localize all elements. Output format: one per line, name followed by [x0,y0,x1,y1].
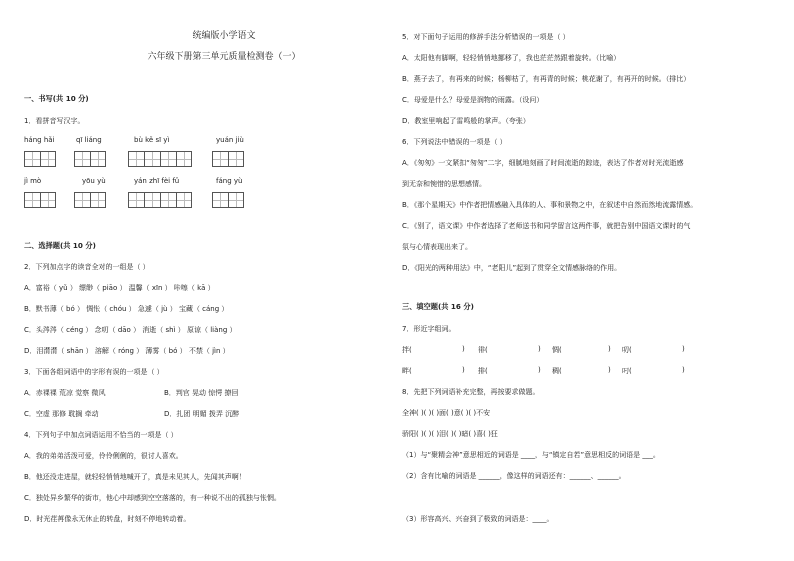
option-b: B．《那个星期天》中作者把情感融入具体的人、事和景物之中，在叙述中自然而然地流露情感。 [402,201,698,209]
option-a: A．《匆匆》一文紧扣“匆匆”二字，细腻地刻画了时间流逝的踪迹，表达了作者对时光流逝感 [402,159,684,167]
question-text: 5．对下面句子运用的修辞手法分析错误的一项是（ ） [402,33,570,41]
option-a-cont: 到无奈和惋惜的思想感情。 [402,180,486,188]
section-heading: 一、书写(共 10 分) [24,94,89,103]
option-d: D．《阳光的两种用法》中，“老阳儿”起到了贯穿全文情感脉络的作用。 [402,264,622,272]
option-d: D．泪潸潸（ shān ） 溶解（ róng ） 薄雾（ bó ） 不禁（ jìn ） [24,347,230,355]
fill-blank: ) [608,345,611,353]
option-b: B．默书薄（ bó ） 惆怅（ chóu ） 急遽（ jù ） 宝藏（ cáng ） [24,305,229,313]
fill-blank: 叨( [622,346,632,354]
pinyin-label: jì mò [24,177,42,185]
option-a: A．我的弟弟活泼可爱，伶伶俐俐的，很讨人喜欢。 [24,452,183,460]
fill-blank: ) [538,345,541,353]
pinyin-label: bù kě sī yì [134,136,170,144]
writing-grid[interactable] [74,192,106,208]
fill-blank: ) [538,366,541,374]
question-text: 6．下列说法中错误的一项是（ ） [402,138,507,146]
section-heading: 三、填空题(共 16 分) [402,302,474,311]
question-text: 4．下列句子中加点词语运用不恰当的一项是（ ） [24,431,178,439]
fill-blank: 徘( [478,346,488,354]
question-text: 7．形近字组词。 [402,325,456,333]
fill-blank: ) [462,366,465,374]
pinyin-label: fánɡ yù [216,177,243,185]
question-text: 3．下面各组词语中的字形有误的一项是（ ） [24,368,164,376]
option-d: D．时光荏苒像永无休止的转盘，时刻不停地转动着。 [24,515,191,523]
page-subtitle: 六年级下册第三单元质量检测卷（一） [147,52,301,62]
option-c: C．空虚 那修 耽搁 牵动 [24,410,99,418]
fill-blank: 稠( [552,367,562,375]
writing-grid[interactable] [128,151,192,167]
option-d: D．教室里响起了雷鸣般的掌声。（夸张） [402,117,530,125]
fill-blank: ) [682,366,685,374]
writing-grid[interactable] [74,151,106,167]
pinyin-label: yōu yù [82,177,106,185]
option-c: C．头涔涔（ céng ） 念叨（ dāo ） 消逝（ shì ） 原谅（ liàng ） [24,326,237,334]
writing-grid[interactable] [24,192,56,208]
pinyin-label: yán zhī fèi fǔ [134,177,180,185]
page-title: 统编版小学语文 [192,31,256,41]
section-heading: 二、选择题(共 10 分) [24,241,96,250]
option-c-cont: 氛与心情表现出来了。 [402,243,472,251]
option-c: C．母爱是什么？母爱是润物的雨露。（设问） [402,96,544,104]
option-c: C．独处异乡繁华的街市，他心中却感到空空落落的，有一种说不出的孤独与怅惘。 [24,494,281,502]
fill-blank: 排( [478,367,488,375]
option-c: C．《别了，语文课》中作者选择了老师送书和同学留言这两件事，就把告别中国语文课时的气 [402,222,691,230]
fill-blank: ) [608,366,611,374]
fill-blank: 叼( [622,367,632,375]
fill-blank: 畔( [402,367,412,375]
writing-grid[interactable] [212,151,244,167]
option-b: B．他还没走进屋，就轻轻悄悄地喊开了，真是未见其人，先闻其声啊！ [24,473,246,481]
fill-blank: ) [682,345,685,353]
writing-grid[interactable] [24,151,56,167]
pinyin-label: yuán jiù [216,136,244,144]
sub-question: （1）与“聚精会神”意思相近的词语是 ____，与“镇定自若”意思相反的词语是 ___。 [402,451,660,459]
fill-blank: 惆( [552,346,562,354]
pinyin-label: hánɡ hǎi [24,136,55,144]
writing-grid[interactable] [128,192,192,208]
sub-question: （2）含有比喻的词语是 ______，像这样的词语还有：______、______。 [402,472,626,480]
fill-blank: 骄阳( )( )( )泪( )( )暗( )喜( )狂 [402,430,498,438]
option-b: B．判官 晃动 惊愕 撩回 [164,389,239,397]
option-a: A．富裕（ yǔ ） 缥缈（ piāo ） 温馨（ xīn ） 咔嚓（ kā ） [24,284,215,292]
question-text: 2．下列加点字的读音全对的一组是（ ） [24,263,150,271]
option-b: B．燕子去了，有再来的时候；杨柳枯了，有再青的时候；桃花谢了，有再开的时候。（排比） [402,75,691,83]
sub-question: （3）形容高兴、兴奋到了极致的词语是：____。 [402,515,554,523]
option-d: D．扎团 明媚 拨弄 沉醉 [164,410,240,418]
question-text: 1．看拼音写汉字。 [24,117,85,125]
option-a: A．赤裸裸 荒凉 觉察 微风 [24,389,106,397]
fill-blank: 全神( )( )( )面( )意( )( )不安 [402,409,491,417]
fill-blank: ) [462,345,465,353]
pinyin-label: qī liánɡ [76,136,102,144]
option-a: A．太阳他有脚啊，轻轻悄悄地挪移了，我也茫茫然跟着旋转。（比喻） [402,54,621,62]
question-text: 8．先把下列词语补充完整，再按要求做题。 [402,388,540,396]
writing-grid[interactable] [212,192,244,208]
fill-blank: 拌( [402,346,412,354]
